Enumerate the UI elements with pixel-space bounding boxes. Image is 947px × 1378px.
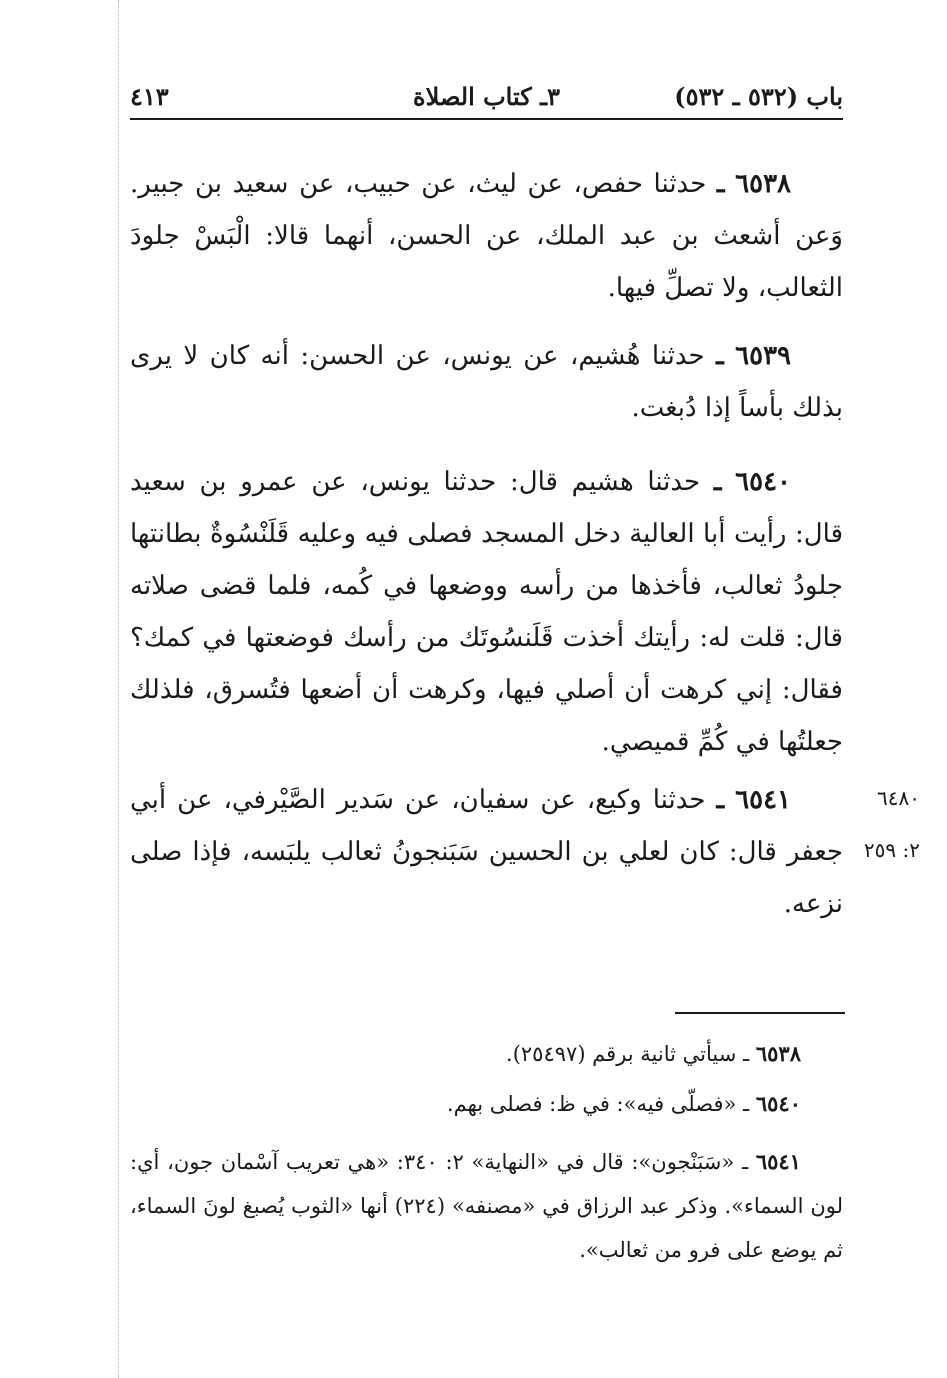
header-book-title: ٣ـ كتاب الصلاة (413, 82, 560, 111)
footnote-separator (675, 1012, 845, 1014)
hadith-text: حدثنا هشيم قال: حدثنا يونس، عن عمرو بن سعيد قال: رأيت أبا العالية دخل المسجد فصلى فيه وعليه قَلَنْسُوةٌ بطانتها جلودُ ثعالب، فأخذها من رأسه ووضعها في كُمه، فلما قضى صلاته قال: قلت له: رأيتك أخذت قَلَنسُوتَك من رأسك فوضعتها في كمك؟ فقال: إني كرهت أن أصلي فيها، وكرهت أن أضعها فتُسرق، فلذلك جعلتُها في كُمِّ قميصي. (130, 467, 843, 757)
footnote-6541 (130, 1140, 843, 1272)
page-number: ٤١٣ (130, 82, 169, 111)
footnote-6540 (130, 1082, 843, 1126)
footnote-number: ٦٥٤١ (755, 1149, 801, 1174)
dash: ـ (741, 1150, 749, 1174)
footnote-text: سيأتي ثانية برقم (٢٥٤٩٧). (506, 1042, 737, 1066)
dash: ـ (743, 1092, 750, 1116)
hadith-6540 (130, 456, 843, 768)
hadith-text: حدثنا هُشيم، عن يونس، عن الحسن: أنه كان لا يرى بذلك بأساً إذا دُبغت. (130, 341, 843, 423)
hadith-number: ٦٥٣٩ (735, 341, 792, 371)
hadith-number: ٦٥٣٨ (735, 169, 792, 199)
footnote-6538 (130, 1032, 843, 1076)
hadith-text: حدثنا حفص، عن ليث، عن حبيب، عن سعيد بن جبير. وَعن أشعث بن عبد الملك، عن الحسن، أنهما قالا: الْبَسْ جلودَ الثعالب، ولا تصلِّ فيها. (130, 169, 843, 303)
dash: ـ (716, 169, 725, 199)
hadith-number: ٦٥٤١ (735, 785, 791, 815)
margin-rule (118, 0, 119, 1378)
hadith-number: ٦٥٤٠ (735, 467, 792, 497)
footnote-text: «سَبَنْجون»: قال في «النهاية» ٢: ٣٤٠: «هي تعريب آسْمان جون، أي: لون السماء». وذكر عبد الرزاق في «مصنفه» (٢٢٤) أنها «الثوب يُصبغ لونَ السماء، ثم يوضع على فرو من ثعالب». (130, 1150, 843, 1262)
running-header (130, 78, 843, 120)
footnote-number: ٦٥٣٨ (755, 1041, 801, 1066)
header-chapter: باب (٥٣٢ ـ ٥٣٢) (674, 82, 843, 111)
dash: ـ (743, 1042, 750, 1066)
footnote-number: ٦٥٤٠ (755, 1091, 801, 1116)
hadith-6538 (130, 158, 843, 314)
margin-cross-reference: ٦٤٨٠ (877, 786, 920, 810)
dash: ـ (716, 341, 724, 371)
footnote-text: «فصلّى فيه»: في ظ: فصلى بهم. (446, 1092, 737, 1116)
hadith-6539 (130, 330, 843, 434)
dash: ـ (716, 785, 725, 815)
margin-volume-page: ٢: ٢٥٩ (863, 838, 920, 862)
hadith-text: حدثنا وكيع، عن سفيان، عن سَدير الصَّيْرفي، عن أبي جعفر قال: كان لعلي بن الحسين سَبَنجونُ ثعالب يلبَسه، فإذا صلى نزعه. (130, 785, 843, 919)
dash: ـ (713, 467, 722, 497)
hadith-6541 (130, 774, 843, 930)
